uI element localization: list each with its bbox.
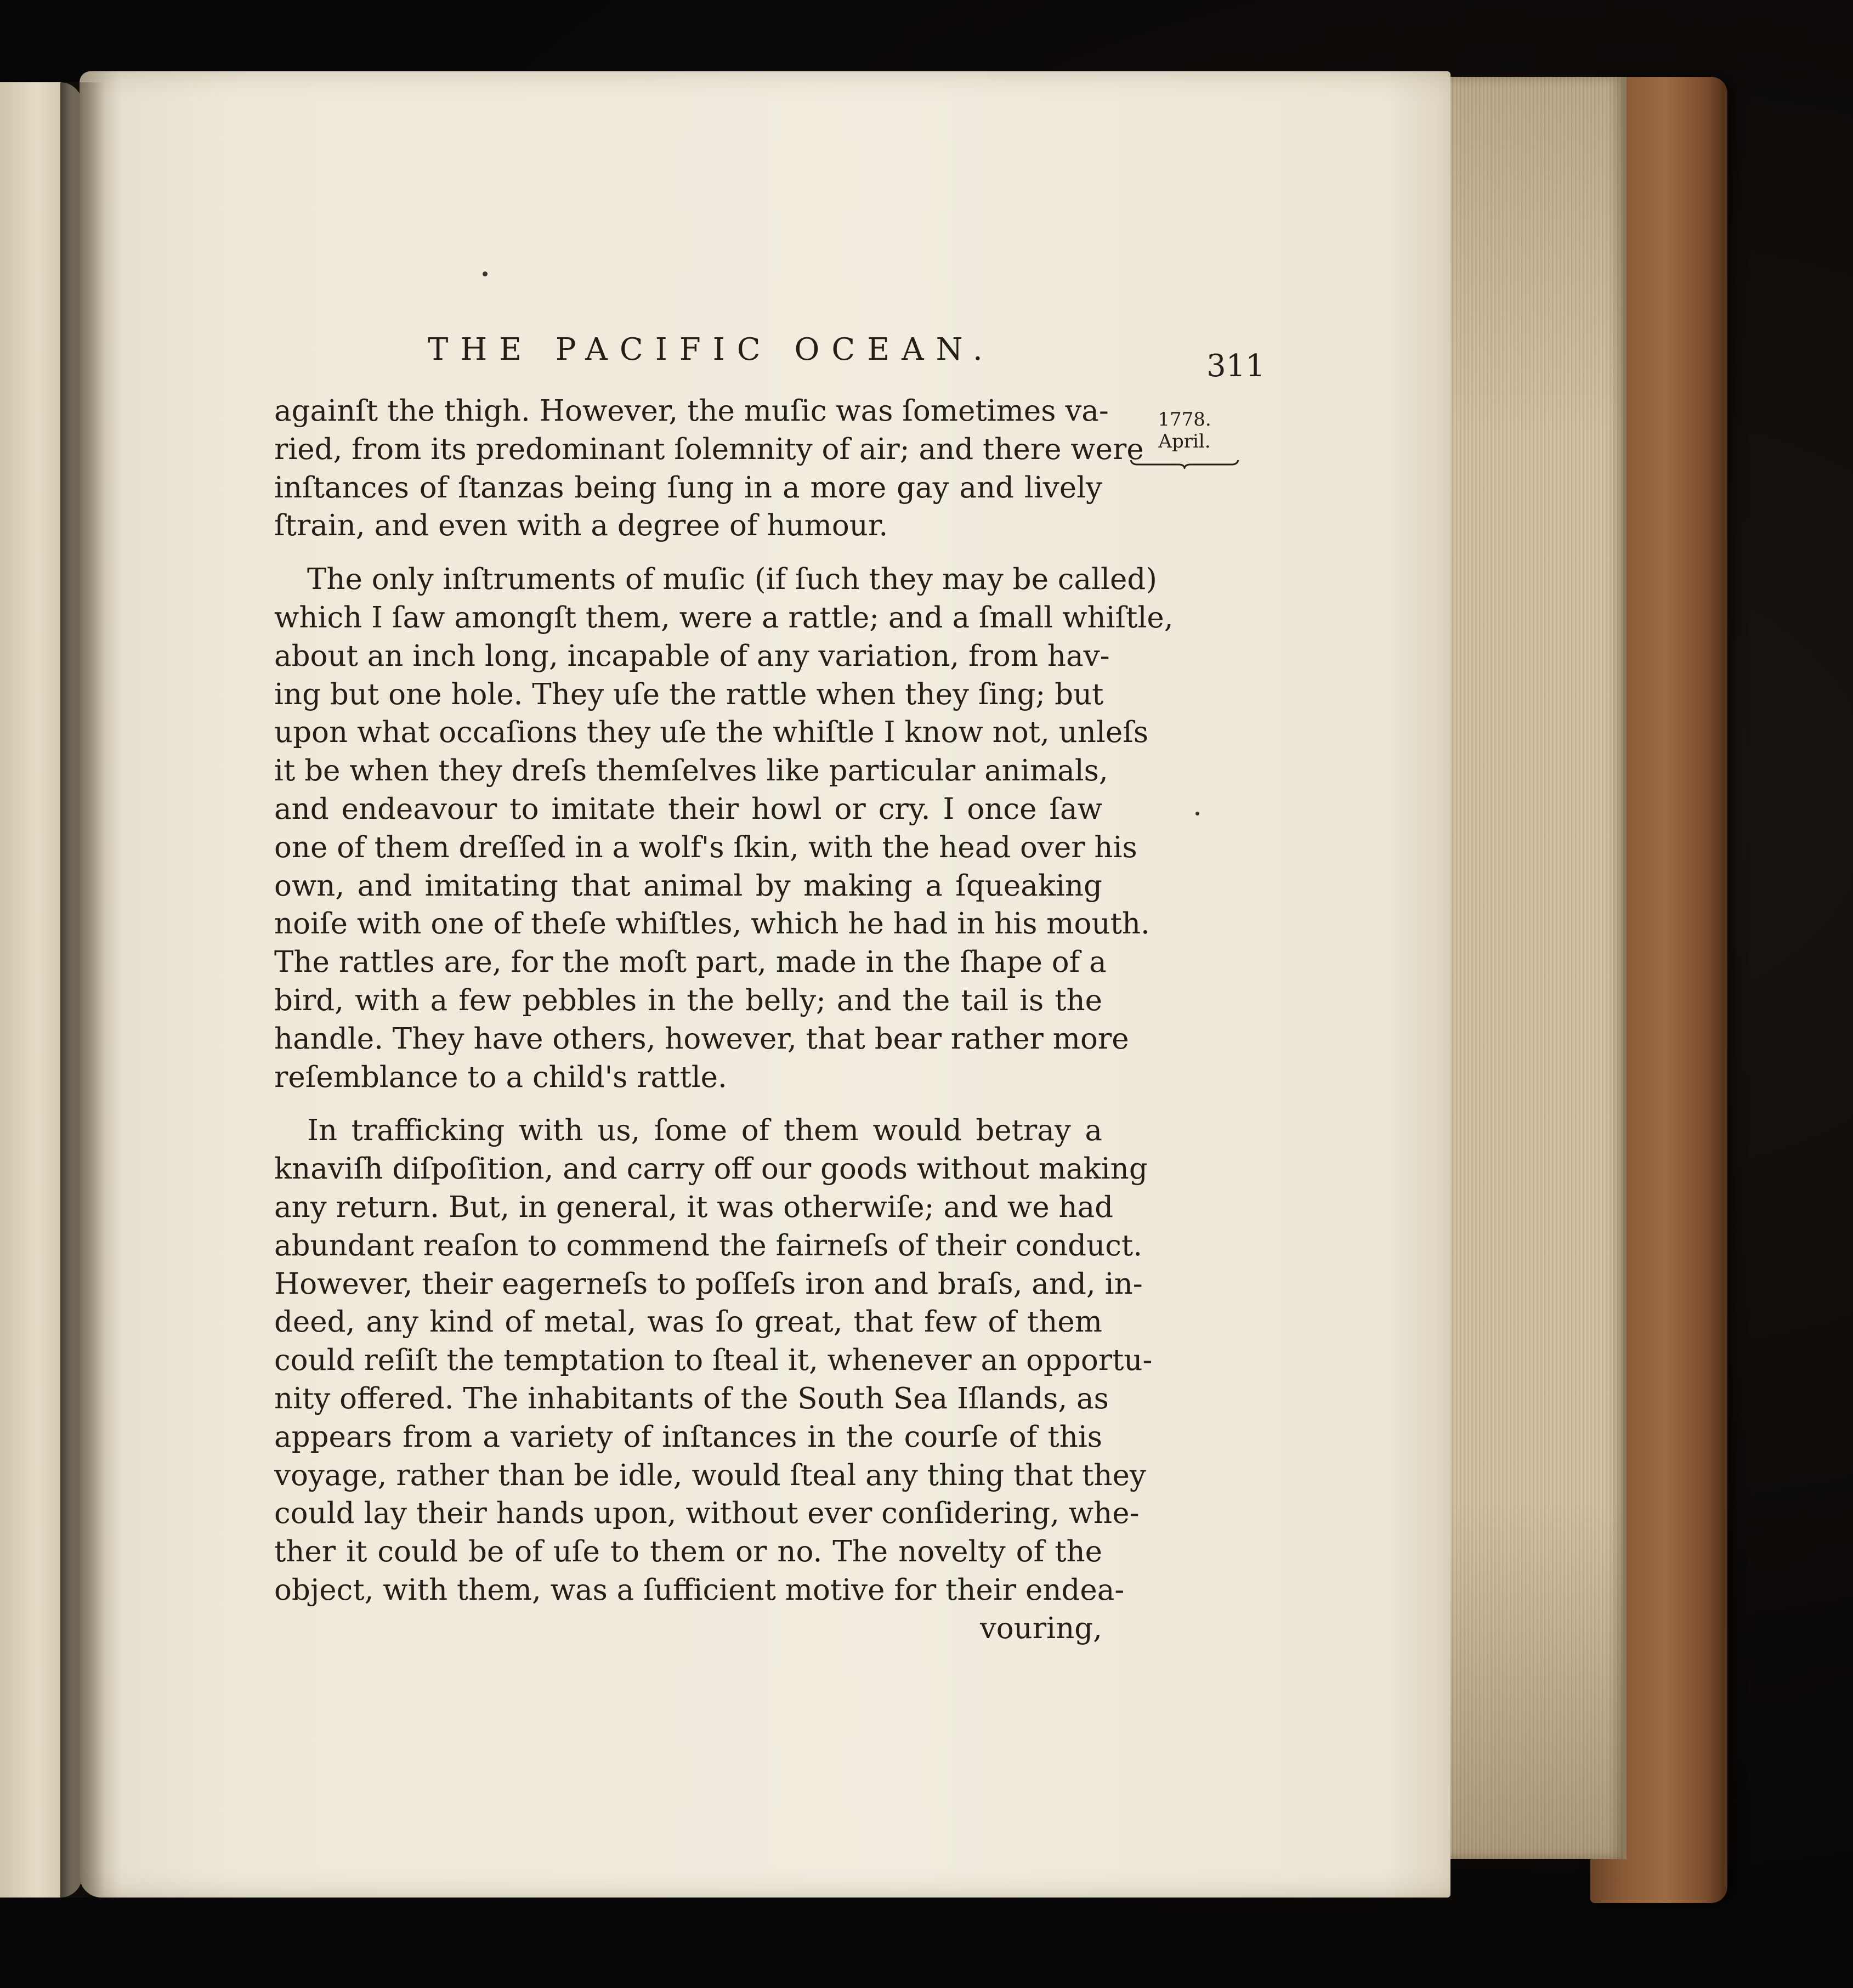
text-line: could lay their hands upon, without ever conſidering, whe- [274,1497,1140,1531]
text-line: abundant reaſon to commend the fairneſs of their conduct. [274,1228,1143,1262]
text-line: However, their eagerneſs to poſſeſs iron and braſs, and, in- [274,1267,1143,1301]
text-line: ther it could be of uſe to them or no. The novelty of the [274,1535,1102,1569]
text-line: ing but one hole. They uſe the rattle when they ſing; but [274,677,1104,711]
text-line: The only inſtruments of muſic (if ſuch they may be called) [307,563,1157,597]
text-line: and endeavour to imitate their howl or cry. I once ſaw [274,792,1102,826]
text-line: could reſiſt the temptation to ſteal it, whenever an opportu- [274,1344,1153,1378]
page-number: 311 [1206,348,1265,384]
text-line: nity offered. The inhabitants of the South Sea Iſlands, as [274,1381,1109,1415]
text-line: deed, any kind of metal, was ſo great, that few of them [274,1305,1102,1339]
ink-speck [483,271,488,276]
text-line: bird, with a few pebbles in the belly; and the tail is the [274,983,1102,1017]
text-line: ried, from its predominant ſolemnity of air; and there were [274,432,1144,466]
text-line: againſt the thigh. However, the muſic was ſometimes va- [274,394,1109,428]
text-line: appears from a variety of inſtances in the courſe of this [274,1420,1102,1454]
running-head: THE PACIFIC OCEAN. [428,332,995,367]
text-line: it be when they dreſs themſelves like particular animals, [274,754,1108,788]
text-line: noiſe with one of theſe whiſtles, which he had in his mouth. [274,907,1150,941]
text-line: any return. But, in general, it was otherwiſe; and we had [274,1190,1114,1224]
text-line: voyage, rather than be idle, would ſteal any thing that they [274,1458,1146,1492]
margin-brace-icon [1130,458,1239,469]
catchword: vouring, [979,1611,1102,1645]
text-line: about an inch long, incapable of any variation, from hav- [274,639,1110,673]
ink-speck [1195,812,1199,815]
gutter-shadow [60,82,104,1898]
text-line: one of them dreſſed in a wolf's ſkin, with the head over his [274,830,1137,864]
text-line: knaviſh diſpoſition, and carry off our goods without making [274,1152,1148,1186]
text-line: which I ſaw amongſt them, were a rattle; and a ſmall whiſtle, [274,601,1174,635]
page-edges-shade [1442,77,1623,1859]
text-line: The rattles are, for the moſt part, made in the ſhape of a [274,945,1107,979]
body-text [274,392,1174,1648]
text-line: object, with them, was a ſufficient motive for their endea- [274,1573,1125,1607]
paragraph-gap [274,545,1102,560]
paragraph-gap [274,1096,1102,1112]
text-line: handle. They have others, however, that bear rather more [274,1022,1129,1056]
text-line: inſtances of ſtanzas being ſung in a more gay and lively [274,471,1102,505]
text-line: ſtrain, and even with a degree of humour. [274,509,888,543]
margin-note-month: April. [1158,431,1211,452]
text-line: In trafficking with us, ſome of them would betray a [307,1114,1102,1148]
margin-note-year: 1778. [1158,409,1211,431]
text-line: reſemblance to a child's rattle. [274,1060,727,1094]
text-line: upon what occaſions they uſe the whiſtle I know not, unleſs [274,716,1149,750]
text-line: own, and imitating that animal by making a ſqueaking [274,869,1102,903]
